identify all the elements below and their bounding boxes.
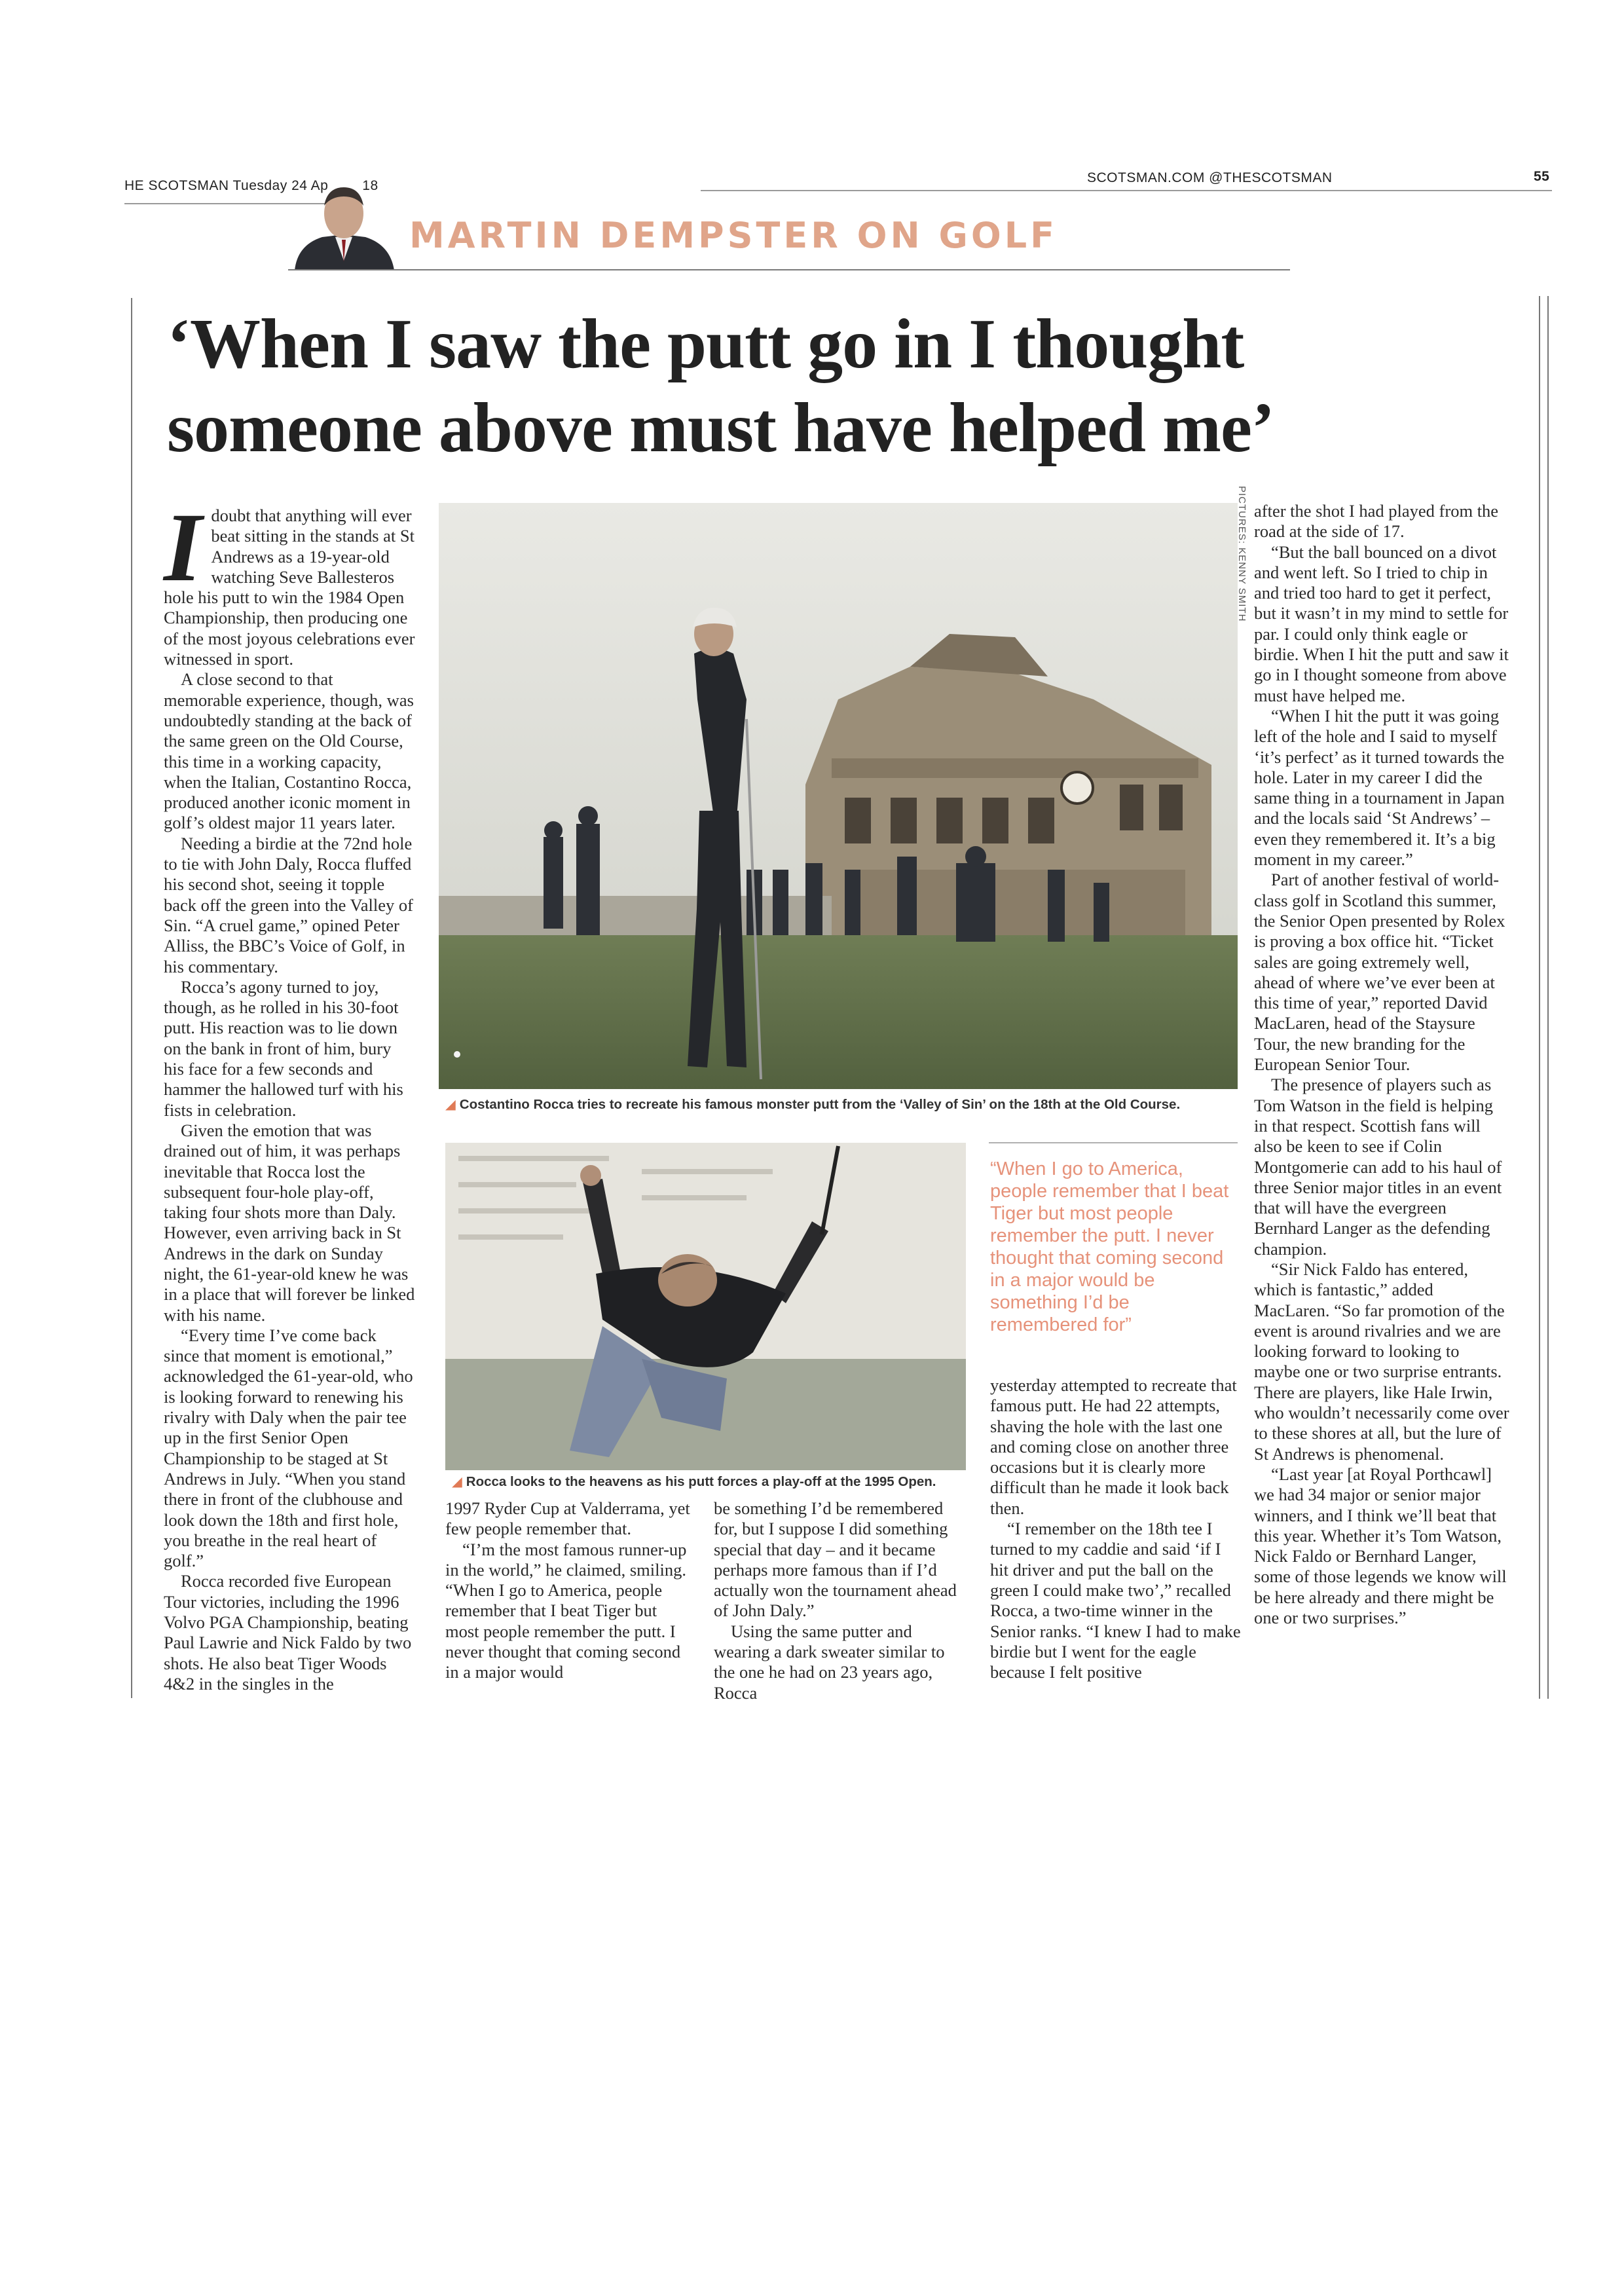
main-photo-caption-text: Costantino Rocca tries to recreate his famous monster putt from the ‘Valley of Sin’ on the 18th at the Old Course. [459, 1097, 1181, 1112]
main-photo-caption [445, 1096, 1180, 1113]
body-paragraph: 1997 Ryder Cup at Valderrama, yet few people remember that. [445, 1498, 690, 1539]
body-column-5 [1254, 501, 1509, 1628]
body-paragraph: doubt that anything will ever beat sitting in the stands at St Andrews as a 19-year-old watching Seve Ballesteros hole his putt to win the 1984 Open Championship, then producing one of the most joyous celebrations ever witnessed in sport. [164, 506, 415, 669]
body-paragraph: Part of another festival of world-class golf in Scotland this summer, the Senior Open presented by Rolex is proving a box office hit. “Ticket sales are going extremely well, ahead of where we’ve ever been at this time of year,” reported David MacLaren, head of the Staysure Tour, the new branding for the European Senior Tour. [1254, 870, 1505, 1075]
body-paragraph: “But the ball bounced on a divot and went left. So I tried to chip in and tried too hard to get it perfect, but it wasn’t in my mind to settle for par. I could only think eagle or birdie. When I hit the putt and saw it go in I thought someone from above must have helped me. [1254, 542, 1509, 705]
triangle-icon: ◢ [445, 1097, 456, 1112]
folio-year-fragment: 18 [362, 178, 378, 193]
body-column-4 [990, 1375, 1242, 1682]
caption-rule [989, 1142, 1238, 1143]
headline [167, 303, 1274, 470]
kicker-rule [288, 269, 1290, 270]
headline-line-1: ‘When I saw the putt go in I thought [167, 305, 1244, 383]
left-margin-rule [131, 298, 132, 1698]
body-paragraph: after the shot I had played from the road at the side of 17. [1254, 501, 1499, 542]
body-paragraph: The presence of players such as Tom Watson in the field is helping in that respect. Scottish fans will also be keen to see if Colin Montgomerie can add to his haul of three Senior major titles in an event that will have the evergreen Bernhard Langer as the defending champion. [1254, 1075, 1502, 1259]
body-paragraph: “Sir Nick Faldo has entered, which is fantastic,” added MacLaren. “So far promotion of the event is around rivalries and we are looking forward to looking to maybe one or two surprise entrants. There are players, like Hale Irwin, who wouldn’t necessarily come over to these shores at all, but the lure of St Andrews is phenomenal. [1254, 1259, 1509, 1464]
body-column-1 [164, 493, 415, 1694]
folio-website: SCOTSMAN.COM @THESCOTSMAN [1087, 170, 1333, 185]
right-margin-rule-2 [1547, 296, 1549, 1699]
pull-quote: “When I go to America, people remember that I beat Tiger but most people remember the putt. I never thought that coming second in a major would be something I’d be remembered for” [990, 1158, 1229, 1335]
body-paragraph: “I remember on the 18th tee I turned to my caddie and said ‘if I hit driver and put the ball on the green I could make two’,” recalled Rocca, a two-time winner in the Senior ranks. “I knew I had to make birdie but I went for the eagle because I felt positive [990, 1519, 1241, 1682]
body-column-2 [445, 1498, 694, 1683]
body-paragraph: Needing a birdie at the 72nd hole to tie with John Daly, Rocca fluffed his second shot, seeing it topple back off the green into the Valley of Sin. “A cruel game,” opined Peter Alliss, the BBC’s Voice of Golf, in his commentary. [164, 833, 413, 976]
second-photo [445, 1143, 966, 1470]
column-kicker: MARTIN DEMPSTER ON GOLF [409, 215, 1058, 256]
right-margin-rule-1 [1539, 296, 1540, 1699]
headline-line-2: someone above must have helped me’ [167, 389, 1274, 467]
body-paragraph: “When I hit the putt it was going left of the hole and I said to myself ‘it’s perfect’ as it turned towards the hole. Later in my career I did the same thing in a tournament in Japan and the locals said ‘St Andrews’ – even they remembered it. It’s a big moment in my career.” [1254, 705, 1505, 870]
body-paragraph: A close second to that memorable experience, though, was undoubtedly standing at the back of the same green on the Old Course, this time in a working capacity, when the Italian, Costantino Rocca, produced another iconic moment in golf’s oldest major 11 years later. [164, 669, 414, 833]
body-paragraph: “Every time I’ve come back since that moment is emotional,” acknowledged the 61-year-old, who is looking forward to renewing his rivalry with Daly when the pair tee up in the first Senior Open Championship to be staged at St Andrews in July. “When you stand there in front of the clubhouse and look down the 18th and first hole, you breathe in the real heart of golf.” [164, 1325, 413, 1571]
body-paragraph: Rocca’s agony turned to joy, though, as he rolled in his 30-foot putt. His reaction was to lie down on the bank in front of him, bury his face for a few seconds and hammer the hallowed turf with his fists in celebration. [164, 976, 403, 1120]
photo-credit: PICTURES: KENNY SMITH [1236, 486, 1247, 622]
drop-cap: I [164, 493, 202, 602]
body-paragraph: Rocca recorded five European Tour victories, including the 1996 Volvo PGA Championship, beating Paul Lawrie and Nick Faldo by two shots. He also beat Tiger Woods 4&2 in the singles in the [164, 1571, 412, 1694]
folio-publication-date: HE SCOTSMAN Tuesday 24 Ap [124, 178, 329, 193]
body-paragraph: “I’m the most famous runner-up in the world,” he claimed, smiling. “When I go to America, people remember that I beat Tiger but most people remember the putt. I never thought that coming second in a major would [445, 1539, 687, 1682]
second-photo-caption [452, 1473, 936, 1490]
body-paragraph: Given the emotion that was drained out of him, it was perhaps inevitable that Rocca lost the subsequent four-hole play-off, taking four shots more than Daly. However, even arriving back in St Andrews in the dark on Sunday night, the 61-year-old knew he was in a place that will forever be linked with his name. [164, 1120, 415, 1325]
body-paragraph: be something I’d be remembered for, but I suppose I did something special that day – and it became perhaps more famous than if I’d actually won the tournament ahead of John Daly.” [714, 1498, 957, 1621]
triangle-icon: ◢ [452, 1474, 462, 1489]
header-rule-right [701, 190, 1552, 191]
body-column-3 [714, 1498, 966, 1703]
main-photo [439, 503, 1238, 1089]
body-paragraph: Using the same putter and wearing a dark sweater similar to the one he had on 23 years ago, Rocca [714, 1621, 945, 1703]
page-number: 55 [1534, 169, 1550, 184]
columnist-portrait [288, 182, 399, 270]
second-photo-caption-text: Rocca looks to the heavens as his putt forces a play-off at the 1995 Open. [466, 1474, 936, 1489]
body-paragraph: yesterday attempted to recreate that famous putt. He had 22 attempts, shaving the hole with the last one and coming close on another three occasions but it is clearly more difficult than he made it look back then. [990, 1375, 1237, 1518]
body-paragraph: “Last year [at Royal Porthcawl] we had 34 major or senior major winners, and I think we’ll beat that this year. Whether it’s Tom Watson, Nick Faldo or Bernhard Langer, some of those legends we know will be here already and there might be one or two surprises.” [1254, 1464, 1507, 1628]
